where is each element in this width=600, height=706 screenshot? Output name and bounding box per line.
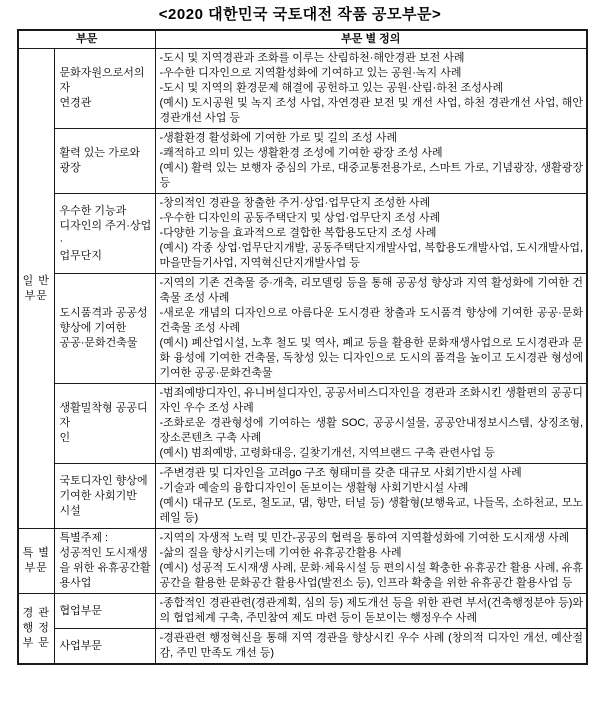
definition-cell: [155, 594, 587, 629]
table-row: [18, 384, 587, 464]
table-row: [18, 274, 587, 384]
definition-cell: [155, 384, 587, 464]
definition-item: -우수한 디자인의 공동주택단지 및 상업·업무단지 조성 사례: [159, 212, 441, 224]
definition-item: -쾌적하고 의미 있는 생활환경 조성에 기여한 광장 조성 사례: [159, 147, 443, 159]
definition-cell: [155, 129, 587, 194]
table-row: [18, 194, 587, 274]
definition-cell: [155, 629, 587, 665]
definition-item: -기술과 예술의 융합디자인이 돋보이는 생활형 사회기반시설 사례: [159, 482, 469, 494]
definition-item: -도시 및 지역의 환경문제 해결에 공헌하고 있는 공원·산림·하천 조성사례: [159, 82, 504, 94]
group-label-line: 부문: [24, 562, 48, 574]
category-cell: [54, 629, 155, 665]
definition-cell: [155, 464, 587, 529]
table-row: [18, 629, 587, 665]
category-line: 인: [59, 432, 71, 444]
category-line: 활력 있는 가로와: [59, 147, 140, 159]
category-line: 문화자원으로서의 자: [59, 67, 145, 94]
category-line: 공공·문화건축물: [59, 337, 138, 349]
category-line: 업무단지: [59, 249, 103, 262]
page-title: <2020 대한민국 국토대전 작품 공모부문>: [158, 6, 442, 23]
category-line: 우수한 기능과: [59, 204, 127, 217]
definition-cell: [155, 49, 587, 129]
category-line: 연경관: [59, 97, 92, 109]
category-cell: [54, 49, 155, 129]
definition-cell: [155, 274, 587, 384]
table-row: [18, 594, 587, 629]
category-line: 디자인의 주거·상업·: [59, 219, 152, 247]
definition-item: -창의적인 경관을 창출한 주거·상업·업무단지 조성한 사례: [159, 197, 431, 209]
category-cell: [54, 594, 155, 629]
definition-cell: [155, 194, 587, 274]
category-line: 을 위한 유휴공간활: [59, 562, 151, 574]
category-cell: [54, 529, 155, 594]
category-line: 생활밀착형 공공디자: [59, 402, 148, 429]
definition-item: -지역의 기존 건축물 증·개축, 리모델링 등을 통해 공공성 향상과 지역 활성화에 기여한 건축물 조성 사례: [159, 277, 584, 304]
competition-table: [17, 29, 588, 665]
definition-item: -삶의 질을 향상시키는데 기여한 유휴공간활용 사례: [159, 547, 402, 559]
category-cell: [54, 384, 155, 464]
definition-item: -우수한 디자인으로 지역활성화에 기여하고 있는 공원·녹지 사례: [159, 67, 462, 79]
category-cell: [54, 274, 155, 384]
table-header-row: [18, 30, 587, 49]
category-line: 시설: [59, 504, 81, 517]
definition-item: -조화로운 경관형성에 기여하는 생활 SOC, 공공시설물, 공공안내정보시스템, 상징조형, 장소콘텐츠 구축 사례: [159, 417, 584, 444]
group-label-line: 행 정: [22, 622, 50, 634]
category-cell: [54, 464, 155, 529]
category-line: 성공적인 도시재생: [59, 547, 148, 559]
group-label-line: 부 문: [22, 637, 50, 649]
definition-item: -생활환경 활성화에 기여한 가로 및 길의 조성 사례: [159, 132, 398, 144]
definition-item: (예시) 범죄예방, 고령화대응, 길찾기개선, 지역브랜드 구축 관련사업 등: [159, 447, 495, 459]
group-label-line: 부문: [24, 289, 48, 302]
group-label-landscape-admin: [18, 594, 54, 665]
definition-item: (예시) 각종 상업·업무단지개발, 공동주택단지개발사업, 복합용도개발사업, 도시개발사업, 마을만들기사업, 지역혁신단지개발사업 등: [159, 242, 584, 269]
category-cell: [54, 194, 155, 274]
table-row: [18, 529, 587, 594]
definition-item: -종합적인 경관관련(경관계획, 심의 등) 제도개선 등을 위한 관련 부서(건축행정분야 등)와의 협업체계 구축, 주민참여 제도 마련 등이 돋보이는 행정우수 사례: [159, 597, 584, 624]
category-line: 국토디자인 향상에: [59, 474, 148, 487]
definition-item: -지역의 자생적 노력 및 민간-공공의 협력을 통하여 지역활성화에 기여한 도시재생 사례: [159, 532, 570, 544]
definition-item: -다양한 기능을 효과적으로 결합한 복합용도단지 조성 사례: [159, 227, 437, 239]
category-line: 기여한 사회기반: [59, 489, 137, 502]
definition-item: (예시) 성공적 도시재생 사례, 문화·체육시설 등 편의시설 확충한 유휴공간 활용 사례, 유휴공간을 활용한 문화공간 활용사업(발전소 등), 인프라 확충을 위한 유휴공간 활용사업 등: [159, 562, 584, 589]
definition-item: -새로운 개념의 디자인으로 아름다운 도시경관 창출과 도시품격 향상에 기여한 공공·문화건축물 조성 사례: [159, 307, 584, 334]
category-cell: [54, 129, 155, 194]
definition-item: (예시) 도시공원 및 녹지 조성 사업, 자연경관 보전 및 개선 사업, 하천 경관개선 사업, 해안 경관개선 사업 등: [159, 97, 584, 124]
definition-item: -범죄예방디자인, 유니버설디자인, 공공서비스디자인을 경관과 조화시킨 생활편의 공공디자인 우수 조성 사례: [159, 387, 584, 414]
definition-cell: [155, 529, 587, 594]
table-row: [18, 49, 587, 129]
header-category-col: 부문: [18, 30, 155, 49]
category-line: 사업부문: [59, 639, 103, 652]
category-line: 향상에 기여한: [59, 322, 127, 334]
definition-item: (예시) 폐산업시설, 노후 철도 및 역사, 폐교 등을 활용한 문화재생사업으로 도시경관과 문화 융성에 기여한 건축물, 독창성 있는 디자인으로 도시의 품격을 높이고 도시경관 형성에 기여한 공공·문화건축물: [159, 337, 584, 379]
table-row: [18, 129, 587, 194]
group-label-line: 특 별: [22, 547, 50, 559]
group-label-line: 일 반: [22, 274, 50, 287]
category-line: 광장: [59, 162, 81, 174]
category-line: 용사업: [59, 577, 92, 589]
header-definition-col: 부문 별 정의: [155, 30, 587, 49]
definition-item: (예시) 대규모 (도로, 철도교, 댐, 항만, 터널 등) 생활형(보행육교, 나들목, 소하천교, 모노레일 등): [159, 497, 584, 524]
definition-item: -도시 및 지역경관과 조화를 이루는 산림하천·해안경관 보전 사례: [159, 52, 465, 64]
definition-item: (예시) 활력 있는 보행자 중심의 가로, 대중교통전용가로, 스마트 가로, 기념광장, 생활광장 등: [159, 162, 584, 189]
category-line: 협업부문: [59, 604, 103, 617]
group-label-special: [18, 529, 54, 594]
definition-item: -주변경관 및 디자인을 고려go 구조 형태미를 갖춘 대규모 사회기반시설 사례: [159, 467, 522, 479]
category-line: 특별주제 :: [59, 532, 109, 544]
table-row: [18, 464, 587, 529]
category-line: 도시품격과 공공성: [59, 307, 148, 319]
definition-item: -경관관련 행정혁신을 통해 지역 경관을 향상시킨 우수 사례 (창의적 디자인 개선, 예산절감, 주민 만족도 개선 등): [159, 632, 584, 659]
group-label-general: [18, 49, 54, 529]
table-body: [18, 49, 587, 665]
group-label-line: 경 관: [22, 607, 50, 619]
